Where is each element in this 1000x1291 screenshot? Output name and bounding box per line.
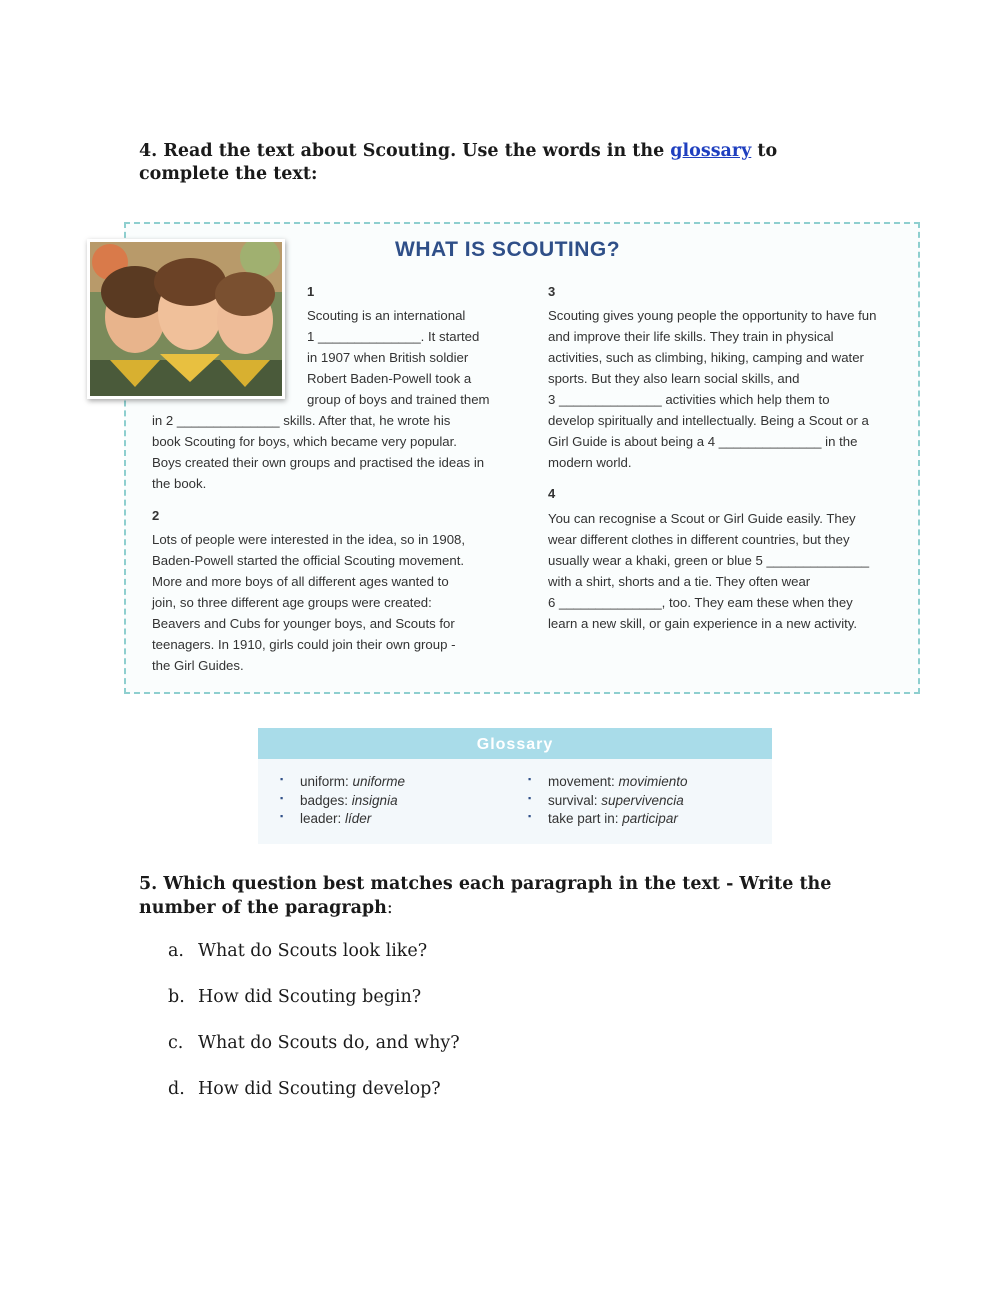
glossary-item: ▪ movement: movimiento (528, 774, 688, 793)
option-d: d. How did Scouting develop? (168, 1079, 441, 1099)
question-5-heading (139, 872, 859, 920)
q5-colon: : (386, 898, 393, 918)
glossary-item: ▪ badges: insignia (280, 793, 405, 812)
paragraph-2 (152, 529, 465, 676)
glossary-item: ▪ survival: supervivencia (528, 793, 688, 812)
q5-title: 5. Which question best matches each paragraph in the text - Write the number of the paragraph (139, 874, 832, 918)
p3-line: develop spiritually and intellectually. Being a Scout or a (548, 413, 869, 428)
paragraph-3 (548, 305, 876, 473)
glossary-item: ▪ take part in: participar (528, 811, 688, 830)
p4-line: usually wear a khaki, green or blue 5 ______________ (548, 553, 870, 568)
paragraph-4 (548, 508, 869, 634)
p3-line: Scouting gives young people the opportunity to have fun (548, 308, 877, 323)
p2-line: Beavers and Cubs for younger boys, and Scouts for (152, 616, 455, 631)
p2-line: Lots of people were interested in the idea, so in 1908, (152, 532, 466, 547)
p4-line: with a shirt, shorts and a tie. They often wear (548, 574, 811, 589)
paragraph-1-top (307, 305, 490, 410)
glossary-right-column (528, 774, 688, 830)
glossary-item: ▪ uniform: uniforme (280, 774, 405, 793)
article-title: WHAT IS SCOUTING? (395, 238, 621, 261)
paragraph-1-bottom (152, 410, 484, 494)
p1-line: Scouting is an international (307, 308, 466, 323)
p4-line: learn a new skill, or gain experience in a new activity. (548, 616, 858, 631)
paragraph-3-number: 3 (548, 284, 556, 299)
p3-line: 3 ______________ activities which help them to (548, 392, 830, 407)
scouts-photo (87, 239, 285, 399)
q4-suffix: to complete the text: (139, 141, 778, 184)
p2-line: the Girl Guides. (152, 658, 244, 673)
option-c: c. What do Scouts do, and why? (168, 1033, 460, 1053)
glossary-link[interactable]: glossary (670, 141, 752, 161)
p4-line: wear different clothes in different countries, but they (548, 532, 850, 547)
p3-line: and improve their life skills. They train in physical (548, 329, 834, 344)
question-5-options (168, 941, 460, 1125)
p1-line: in 2 ______________ skills. After that, he wrote his (152, 413, 451, 428)
option-a: a. What do Scouts look like? (168, 941, 428, 961)
p2-line: More and more boys of all different ages wanted to (152, 574, 449, 589)
paragraph-4-number: 4 (548, 486, 556, 501)
p1-line: book Scouting for boys, which became very popular. (152, 434, 457, 449)
p1-line: 1 ______________. It started (307, 329, 480, 344)
glossary-box (258, 728, 772, 844)
p1-line: in 1907 when British soldier (307, 350, 469, 365)
p1-line: Robert Baden-Powell took a (307, 371, 472, 386)
p1-line: group of boys and trained them (307, 392, 490, 407)
p3-line: sports. But they also learn social skills, and (548, 371, 800, 386)
q4-prefix: 4. Read the text about Scouting. Use the words in the (139, 141, 671, 161)
p4-line: You can recognise a Scout or Girl Guide easily. They (548, 511, 856, 526)
question-4-heading (139, 140, 859, 186)
p1-line: Boys created their own groups and practised the ideas in (152, 455, 485, 470)
p3-line: modern world. (548, 455, 632, 470)
p2-line: teenagers. In 1910, girls could join their own group - (152, 637, 456, 652)
p2-line: Baden-Powell started the official Scouting movement. (152, 553, 465, 568)
glossary-left-column (280, 774, 405, 830)
glossary-title: Glossary (258, 728, 772, 759)
p3-line: activities, such as climbing, hiking, camping and water (548, 350, 864, 365)
p1-line: the book. (152, 476, 207, 491)
paragraph-2-number: 2 (152, 508, 160, 523)
p4-line: 6 ______________, too. They eam these when they (548, 595, 853, 610)
paragraph-1-number: 1 (307, 284, 315, 299)
option-b: b. How did Scouting begin? (168, 987, 422, 1007)
glossary-item: ▪ leader: líder (280, 811, 405, 830)
p3-line: Girl Guide is about being a 4 ______________ in the (548, 434, 858, 449)
p1-line (307, 326, 490, 347)
p2-line: join, so three different age groups were created: (152, 595, 432, 610)
